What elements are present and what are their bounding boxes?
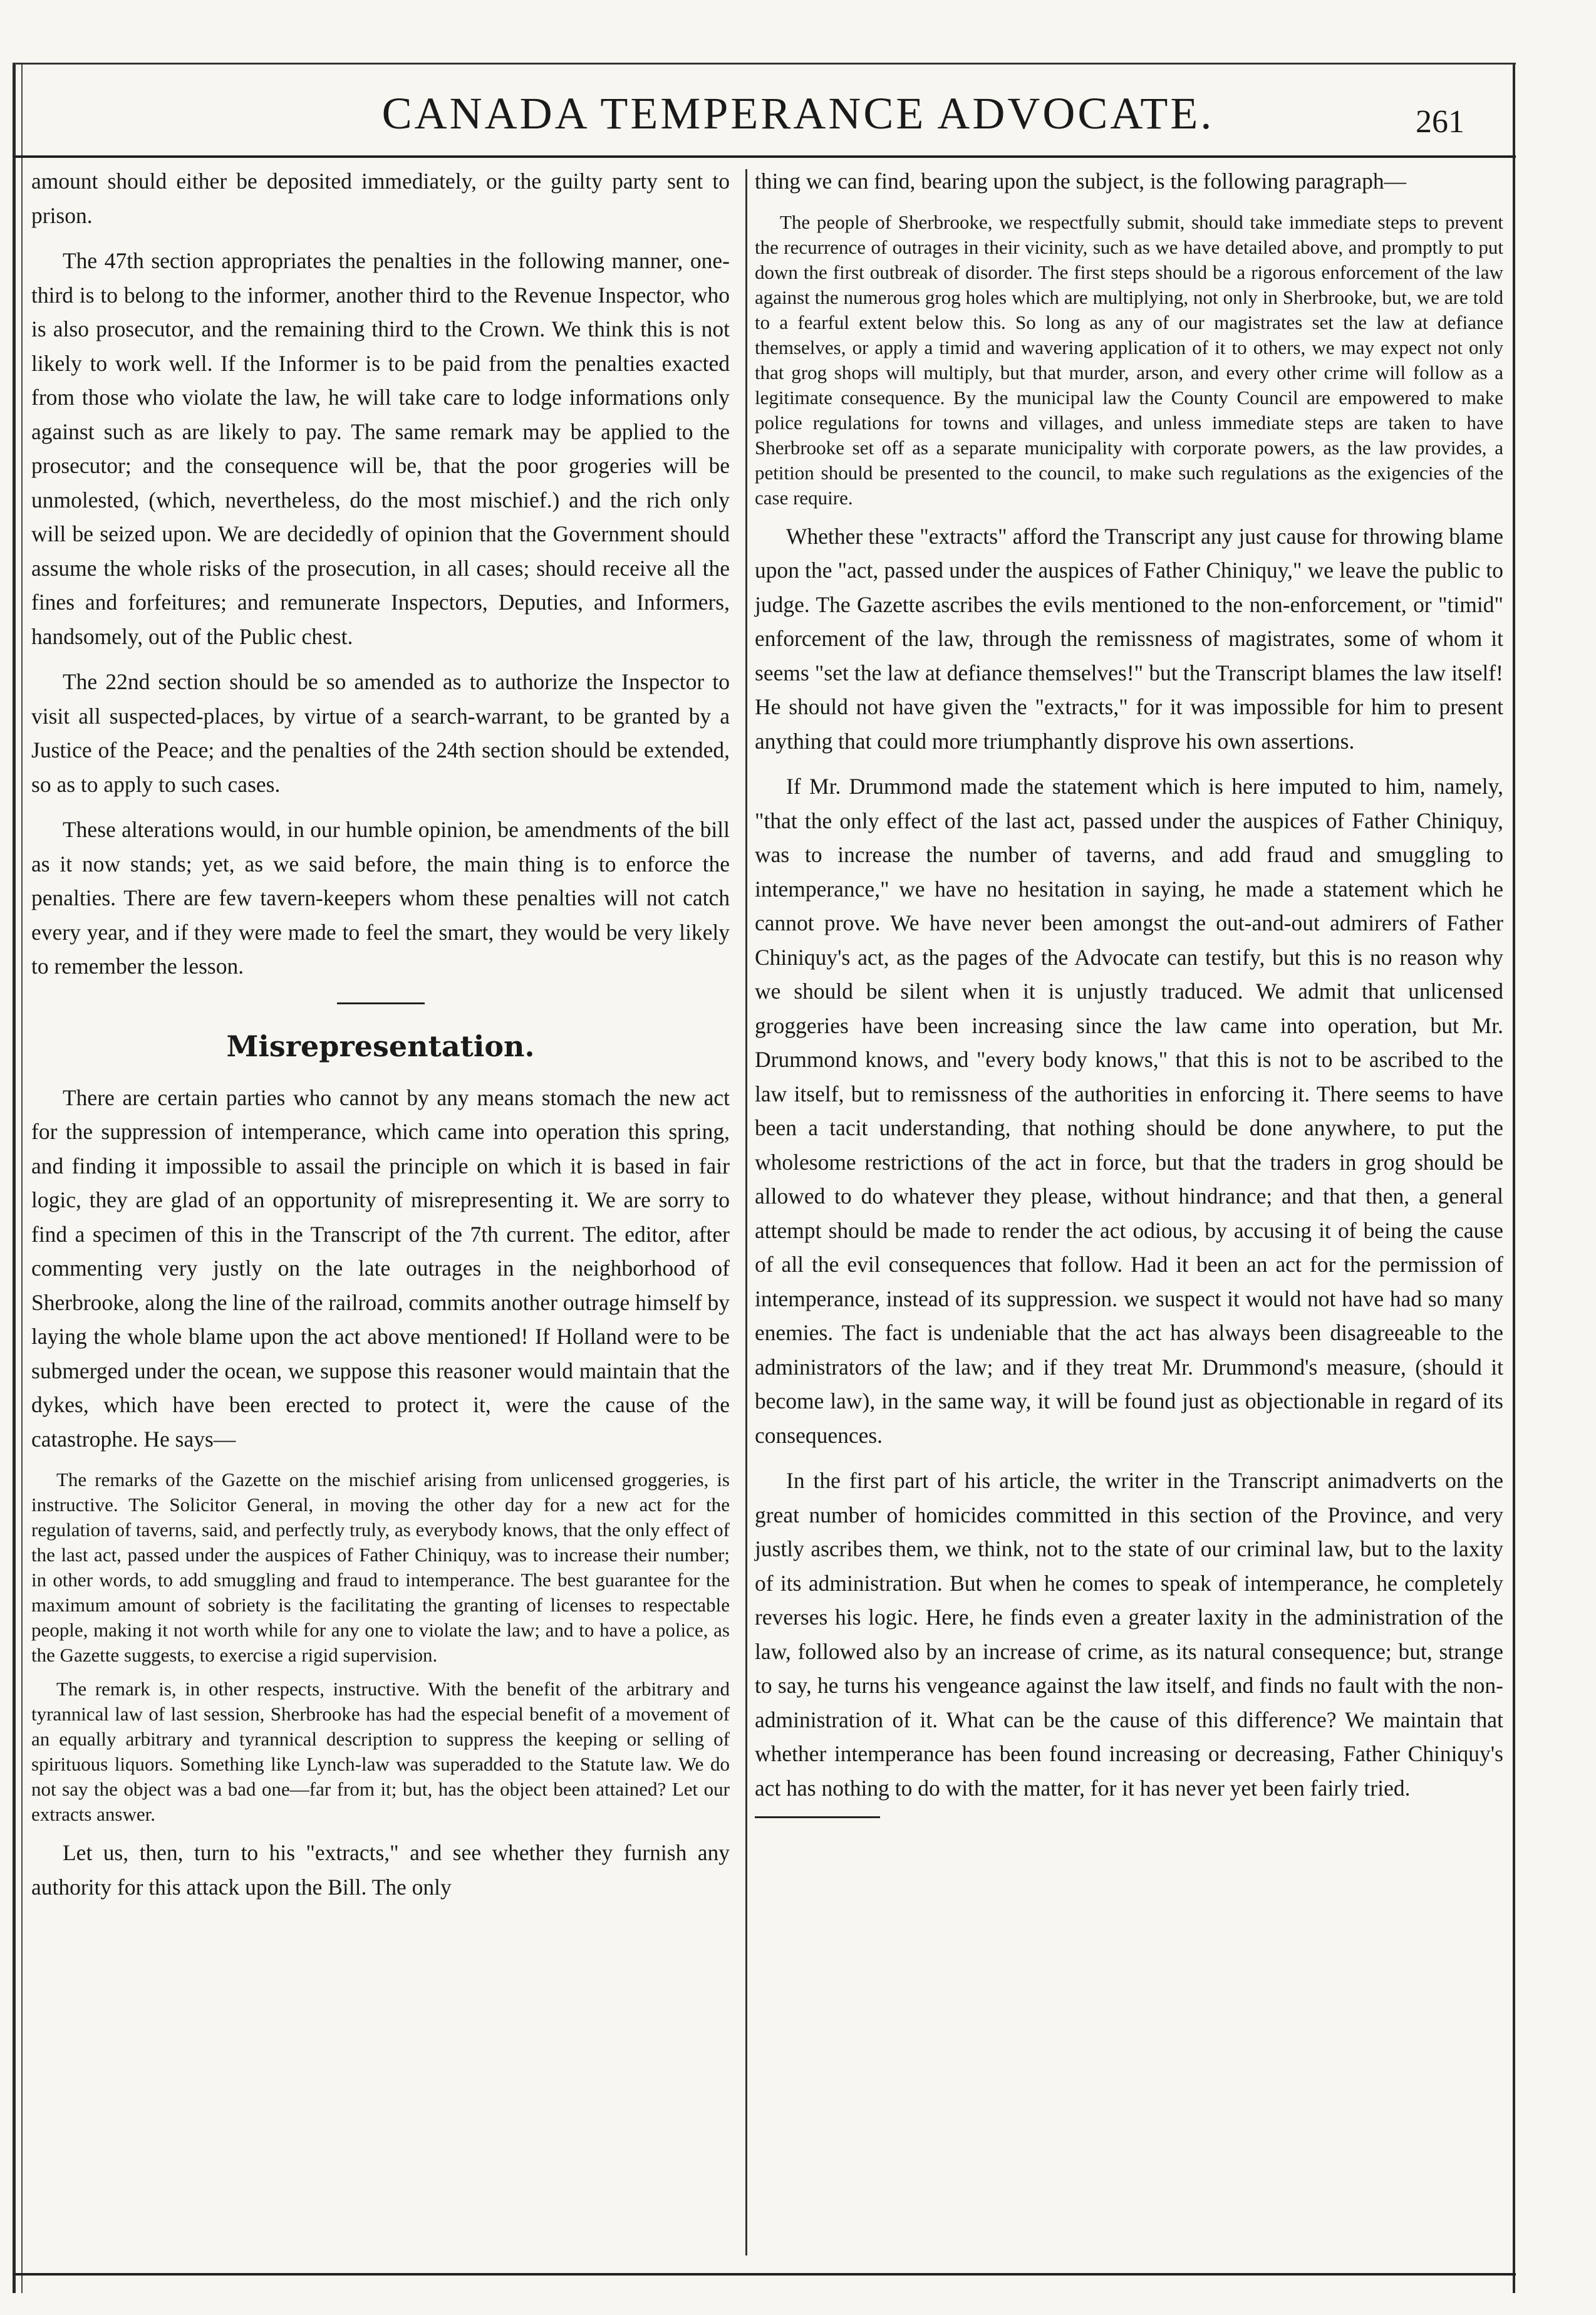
paragraph: There are certain parties who cannot by any means stomach the new act for the suppression of intemperance, which came into operation this spring, and finding it impossible to assail the principle on which it is based in fair logic, they are glad of an opportunity of misrepresenting it. We are sorry to find a specimen of this in the Transcript of the 7th current. The editor, after commenting very justly on the late outrages in the neighborhood of Sherbrooke, along the line of the railroad, commits another outrage himself by laying the whole blame upon the act above mentioned! If Holland were to be submerged under the ocean, we suppose this reasoner would maintain that the dykes, which have been erected to protect it, were the cause of the catastrophe. He says—: [31, 1085, 730, 1452]
page-title: CANADA TEMPERANCE ADVOCATE.: [381, 88, 1215, 138]
quoted-extract: The people of Sherbrooke, we respectfully submit, should take immediate steps to prevent the recurrence of outrages in their vicinity, such as we have detailed above, and promptly to put down the first outbreak of disorder. The first steps should be a rigorous enforcement of the law against the numerous grog holes which are multiplying, not only in Sherbrooke, but, we are told to a fearful extent below this. So long as any of our magistrates set the law at defiance themselves, or apply a timid and wavering application of it to others, we may expect not only that grog shops will multiply, but that murder, arson, and every other crime will follow as a legitimate consequence. By the municipal law the County Council are empowered to make police regulations for towns and villages, and unless immediate steps are taken to have Sherbrooke set off as a separate municipality with corporate powers, as the law provides, a petition should be presented to the council, to make such regulations as the exigencies of the case require.: [755, 211, 1503, 509]
left-inner-rule: [21, 63, 23, 2293]
right-column: [755, 164, 1503, 1818]
paragraph: Let us, then, turn to his "extracts," and see whether they furnish any authority for this attack upon the Bill. The only: [31, 1840, 730, 1900]
section-divider: [337, 1002, 425, 1004]
left-border-rule: [13, 63, 16, 2293]
section-heading: Misrepresentation.: [226, 1029, 535, 1063]
paragraph: The 47th section appropriates the penalties in the following manner, one-third is to belong to the informer, another third to the Revenue Inspector, who is also prosecutor, and the remaining third to the Crown. We think this is not likely to work well. If the Informer is to be paid from the penalties exacted from those who violate the law, he will take care to lodge informations only against such as are likely to pay. The same remark may be applied to the prosecutor; and the consequence will be, that the poor grogeries will be unmolested, (which, nevertheless, do the most mischief.) and the rich only will be seized upon. We are decidedly of opinion that the Government should assume the whole risks of the prosecution, in all cases; should receive all the fines and forfeitures; and remunerate Inspectors, Deputies, and Informers, handsomely, out of the Public chest.: [31, 248, 730, 649]
left-column: [31, 164, 730, 1915]
column-divider: [745, 169, 747, 2255]
header-rule: [13, 155, 1516, 158]
paragraph: Whether these "extracts" afford the Transcript any just cause for throwing blame upon the "act, passed under the auspices of Father Chiniquy," we leave the public to judge. The Gazette ascribes the evils mentioned to the non-enforcement, or "timid" enforcement of the law, through the remissness of magistrates, some of whom it seems "set the law at defiance themselves!" but the Transcript blames the law itself! He should not have given the "extracts," for it was impossible for him to present anything that could more triumphantly disprove his own assertions.: [755, 523, 1503, 754]
quoted-extract: The remarks of the Gazette on the mischief arising from unlicensed groggeries, is instructive. The Solicitor General, in moving the other day for a new act for the regulation of taverns, said, and perfectly truly, as everybody knows, that the only effect of the last act, passed under the auspices of Father Chiniquy, was to increase their number; in other words, to add smuggling and fraud to intemperance. The best guarantee for the maximum amount of sobriety is the facilitating the granting of licenses to respectable people, making it not worth while for any one to violate the law; and to have a police, as the Gazette suggests, to exercise a rigid supervision.: [31, 1469, 730, 1666]
page-number: 261: [1416, 104, 1464, 140]
paragraph: The 22nd section should be so amended as to authorize the Inspector to visit all suspected-places, by virtue of a search-warrant, to be granted by a Justice of the Peace; and the penalties of the 24th section should be extended, so as to apply to such cases.: [31, 669, 730, 797]
paragraph: In the first part of his article, the writer in the Transcript animadverts on the great number of homicides committed in this section of the Province, and very justly ascribes them, we think, not to the state of our criminal law, but to the laxity of its administration. But when he comes to speak of intemperance, he completely reverses his logic. Here, he finds even a greater laxity in the administration of the law, followed also by an increase of crime, as its natural consequence; but, strange to say, he turns his vengeance against the law itself, and finds no fault with the non-administration of it. What can be the cause of this difference? We maintain that whether intemperance has been found increasing or decreasing, Father Chiniquy's act has nothing to do with the matter, for it has never yet been fairly tried.: [755, 1468, 1503, 1801]
paragraph: If Mr. Drummond made the statement which is here imputed to him, namely, "that the only effect of the last act, passed under the auspices of Father Chiniquy, was to increase the number of taverns, and add fraud and smuggling to intemperance," we have no hesitation in saying, he made a statement which he cannot prove. We have never been amongst the out-and-out admirers of Father Chiniquy's act, as the pages of the Advocate can testify, but this is no reason why we should be silent when it is unjustly traduced. We admit that unlicensed groggeries have been increasing since the law came into operation, but Mr. Drummond knows, and "every body knows," that this is not to be ascribed to the law itself, but to remissness of the authorities in enforcing it. There seems to have been a tacit understanding, that nothing should be done anywhere, to put the wholesome restrictions of the act in force, but that the traders in grog should be allowed to do whatever they please, without hindrance; and that then, a general attempt should be made to render the act odious, by accusing it of being the cause of all the evil consequences that follow. Had it been an act for the permission of intemperance, instead of its suppression. we suspect it would not have had so many enemies. The fact is undeniable that the act has always been disagreeable to the administrators of the law; and if they treat Mr. Drummond's measure, (should it become law), in the same way, it will be found just as objectionable in regard of its consequences.: [755, 774, 1503, 1448]
paragraph: amount should either be deposited immediately, or the guilty party sent to prison.: [31, 169, 730, 228]
top-rule: [13, 63, 1516, 65]
paragraph: These alterations would, in our humble opinion, be amendments of the bill as it now stands; yet, as we said before, the main thing is to enforce the penalties. There are few tavern-keepers whom these penalties will not catch every year, and if they were made to feel the smart, they would be very likely to remember the lesson.: [31, 817, 730, 979]
end-rule: [755, 1816, 880, 1818]
bottom-rule: [13, 2273, 1516, 2276]
right-border-rule: [1513, 63, 1515, 2293]
quoted-extract: The remark is, in other respects, instructive. With the benefit of the arbitrary and tyrannical law of last session, Sherbrooke has had the especial benefit of a movement of an equally arbitrary and tyrannical description to suppress the keeping or selling of spirituous liquors. Something like Lynch-law was superadded to the Statute law. We do not say the object was a bad one—far from it; but, has the object been attained? Let our extracts answer.: [31, 1678, 730, 1825]
paragraph: thing we can find, bearing upon the subject, is the following paragraph—: [755, 169, 1407, 194]
